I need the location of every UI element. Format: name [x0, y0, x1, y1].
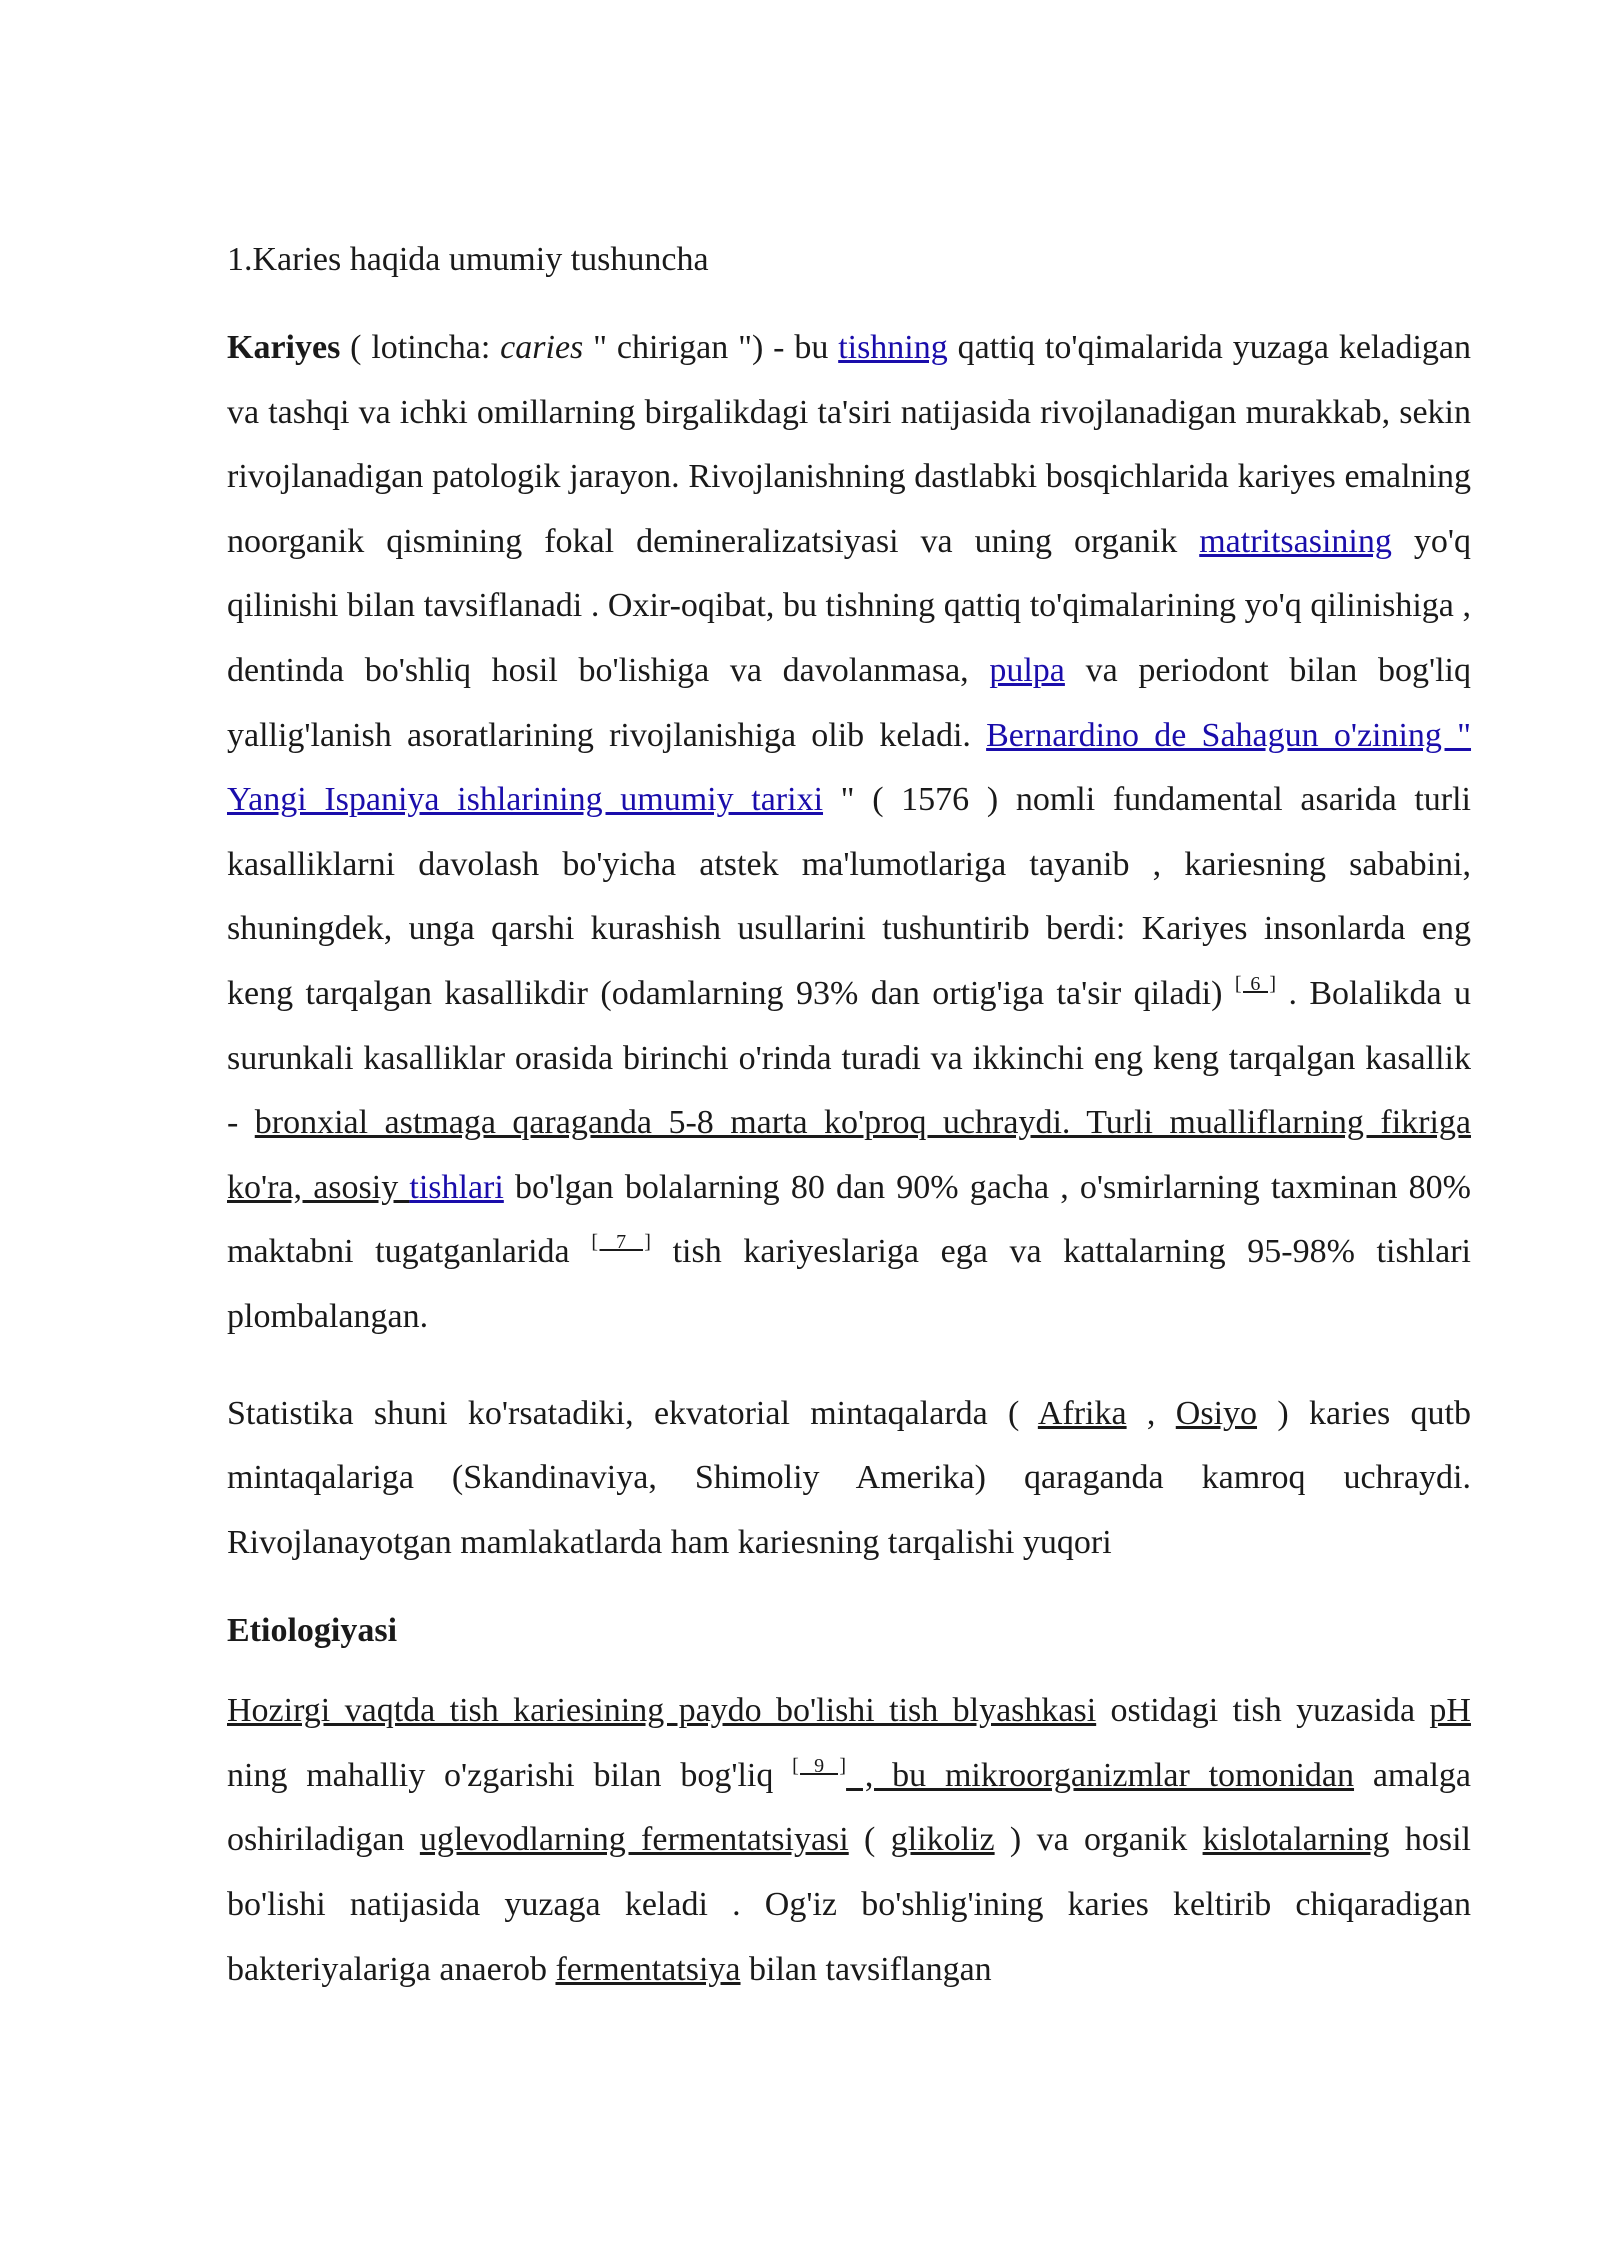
link-sahagun-history[interactable]: Bernardino de Sahagun o'zining " Yangi Ispaniya ishlarining umumiy tarixi	[227, 716, 1472, 819]
link-fermentatsiya[interactable]: fermentatsiya	[555, 1950, 741, 1988]
link-kislotalarning[interactable]: kislotalarning	[1202, 1821, 1390, 1859]
section-title: 1.Karies haqida umumiy tushuncha	[227, 241, 709, 278]
latin-term: caries	[500, 329, 584, 366]
link-bronxial-astmaga[interactable]: bronxial astmaga qaraganda 5-8 marta ko'proq uchraydi. Turli mualliflarning fikriga ko'ra, asosiy	[227, 1104, 1471, 1206]
paragraph-statistics: Statistika shuni ko'rsatadiki, ekvatorial mintaqalarda ( Afrika , Osiyo ) karies qutb mintaqalariga (Skandinaviya, Shimoliy Amerika) qaraganda kamroq uchraydi. Rivojlanayotgan mamlakatlarda ham kariesning tarqalishi yuqori	[227, 1394, 1471, 1561]
section-heading-etiologiyasi: Etiologiyasi	[227, 1612, 398, 1650]
document-page	[227, 236, 1471, 2002]
link-osiyo[interactable]: Osiyo	[1175, 1394, 1258, 1432]
citation-6[interactable]: [ 6 ]	[1234, 972, 1277, 995]
link-tishlari[interactable]: tishlari	[409, 1168, 504, 1206]
link-matritsasining[interactable]: matritsasining	[1199, 522, 1392, 560]
link-uglevodlarning-fermentatsiyasi[interactable]: uglevodlarning fermentatsiyasi	[419, 1821, 849, 1859]
link-tishning[interactable]: tishning	[838, 329, 948, 366]
link-mikroorganizmlar[interactable]: , bu mikroorganizmlar tomonidan	[846, 1756, 1355, 1794]
link-ph[interactable]: pH	[1429, 1692, 1471, 1730]
link-glikoliz[interactable]: glikoliz	[890, 1821, 995, 1859]
link-pulpa[interactable]: pulpa	[989, 651, 1065, 689]
citation-7[interactable]: [ 7 ]	[591, 1231, 651, 1254]
paragraph-etiology: Hozirgi vaqtda tish kariesining paydo bo'lishi tish blyashkasi ostidagi tish yuzasida pH ning mahalliy o'zgarishi bilan bog'liq [ 9 ] , bu mikroorganizmlar tomonidan amalga oshiriladigan uglevodlarning fermentatsiyasi ( glikoliz ) va organik kislotalarning hosil bo'lishi natijasida yuzaga keladi . Og'iz bo'shlig'ining karies keltirib chiqaradigan bakteriyalariga anaerob fermentatsiya bilan tavsiflangan	[227, 1692, 1471, 1988]
term-kariyes: Kariyes	[227, 329, 341, 366]
link-tish-blyashkasi[interactable]: Hozirgi vaqtda tish kariesining paydo bo'lishi tish blyashkasi	[227, 1692, 1097, 1730]
citation-9[interactable]: [ 9 ]	[792, 1754, 847, 1777]
paragraph-kariyes-definition: Kariyes ( lotincha: caries " chirigan ") - bu tishning qattiq to'qimalarida yuzaga keladigan va tashqi va ichki omillarning birgalikdagi ta'siri natijasida rivojlanadigan murakkab, sekin rivojlanadigan patologik jarayon. Rivojlanishning dastlabki bosqichlarida kariyes emalning noorganik qismining fokal demineralizatsiyasi va uning organik matritsasining yo'q qilinishi bilan tavsiflanadi . Oxir-oqibat, bu tishning qattiq to'qimalarining yo'q qilinishiga , dentinda bo'shliq hosil bo'lishiga va davolanmasa, pulpa va periodont bilan bog'liq yallig'lanish asoratlarining rivojlanishiga olib keladi. Bernardino de Sahagun o'zining " Yangi Ispaniya ishlarining umumiy tarixi " ( 1576 ) nomli fundamental asarida turli kasalliklarni davolash bo'yicha atstek ma'lumotlariga tayanib , kariesning sababini, shuningdek, unga qarshi kurashish usullarini tushuntirib berdi: Kariyes insonlarda eng keng tarqalgan kasallikdir (odamlarning 93% dan ortig'iga ta'sir qiladi) [ 6 ] . Bolalikda u surunkali kasalliklar orasida birinchi o'rinda turadi va ikkinchi eng keng tarqalgan kasallik - bronxial astmaga qaraganda 5-8 marta ko'proq uchraydi. Turli mualliflarning fikriga ko'ra, asosiy tishlari bo'lgan bolalarning 80 dan 90% gacha , o'smirlarning taxminan 80% maktabni tugatganlarida [ 7 ] tish kariyeslariga ega va kattalarning 95-98% tishlari plombalangan.	[227, 329, 1472, 1335]
link-afrika[interactable]: Afrika	[1037, 1394, 1127, 1432]
